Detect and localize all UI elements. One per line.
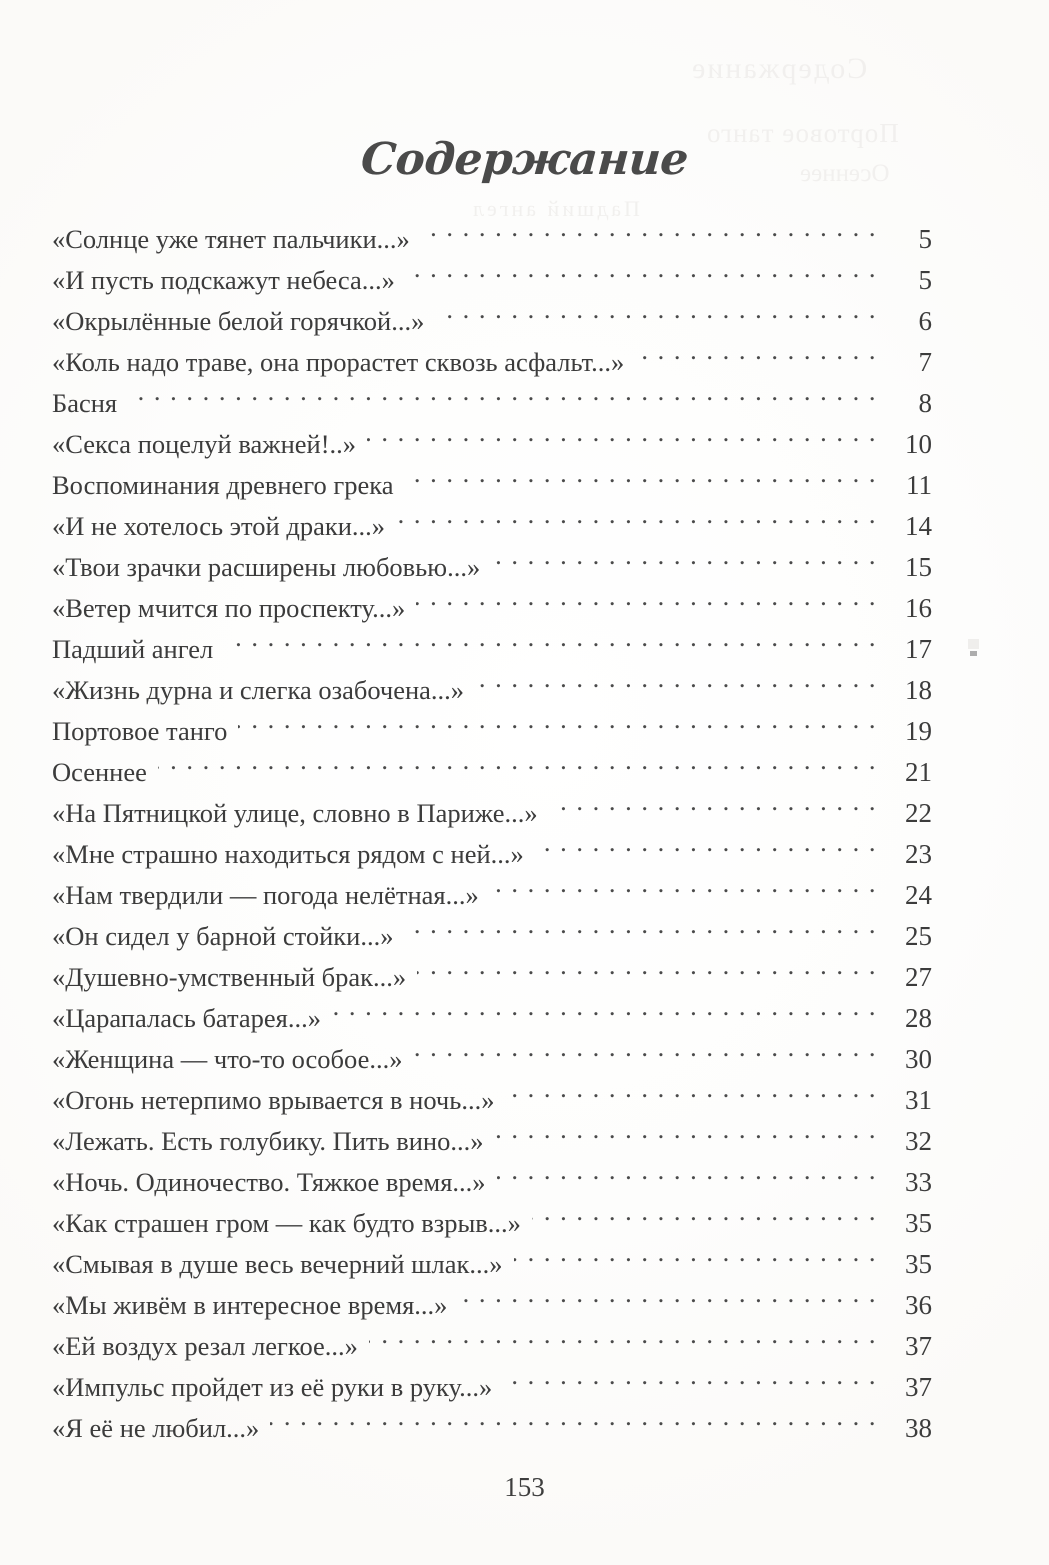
toc-entry[interactable] <box>52 957 932 998</box>
toc-entry-page-number: 32 <box>905 1126 932 1156</box>
toc-entry[interactable] <box>52 793 932 834</box>
toc-dot-leader <box>458 1288 877 1315</box>
toc-entry[interactable] <box>52 342 932 383</box>
toc-entry[interactable] <box>52 629 932 670</box>
toc-entry[interactable] <box>52 834 932 875</box>
table-of-contents-list <box>52 219 932 1449</box>
toc-entry-page-number: 19 <box>905 716 932 746</box>
toc-entry-title: «Нам твердили — погода нелётная...» <box>52 880 479 910</box>
toc-entry[interactable] <box>52 670 932 711</box>
toc-entry-title: «Ветер мчится по проспекту...» <box>52 593 406 623</box>
toc-entry-page-number: 7 <box>918 347 932 377</box>
toc-entry-title: «Душевно-умственный брак...» <box>52 962 407 992</box>
toc-entry-page-number: 37 <box>905 1372 932 1402</box>
toc-dot-leader <box>416 591 877 618</box>
toc-entry-title: «Жизнь дурна и слегка озабочена...» <box>52 675 465 705</box>
toc-entry-page-number: 30 <box>905 1044 932 1074</box>
toc-entry-page-number: 38 <box>905 1413 932 1443</box>
toc-entry-title: «Солнце уже тянет пальчики...» <box>52 224 410 254</box>
toc-dot-leader <box>369 1329 877 1356</box>
toc-entry-page-number: 22 <box>905 798 932 828</box>
toc-dot-leader <box>535 837 877 864</box>
toc-entry[interactable] <box>52 1039 932 1080</box>
toc-entry-title: «Секса поцелуй важней!..» <box>52 429 357 459</box>
toc-dot-leader <box>238 714 877 741</box>
toc-entry[interactable] <box>52 1080 932 1121</box>
toc-entry-page-number: 18 <box>905 675 932 705</box>
toc-entry[interactable] <box>52 711 932 752</box>
toc-entry-title: «И пусть подскажут небеса...» <box>52 265 395 295</box>
toc-entry-page-number: 14 <box>905 511 932 541</box>
toc-entry[interactable] <box>52 1408 932 1449</box>
toc-entry-title: «Импульс пройдет из её руки в руку...» <box>52 1372 493 1402</box>
toc-entry-page-number: 23 <box>905 839 932 869</box>
toc-entry[interactable] <box>52 1203 932 1244</box>
toc-dot-leader <box>406 263 877 290</box>
toc-entry-title: «Я её не любил...» <box>52 1413 260 1443</box>
toc-entry-page-number: 31 <box>905 1085 932 1115</box>
toc-entry-page-number: 33 <box>905 1167 932 1197</box>
toc-entry-title: Басня <box>52 388 118 418</box>
bleed-through-line-1: Содержание <box>690 52 868 85</box>
toc-entry-title: Осеннее <box>52 757 147 787</box>
toc-entry[interactable] <box>52 219 932 260</box>
toc-entry-page-number: 11 <box>906 470 932 500</box>
toc-dot-leader <box>396 509 877 536</box>
toc-dot-leader <box>404 919 877 946</box>
toc-entry[interactable] <box>52 1367 932 1408</box>
toc-entry-page-number: 8 <box>918 388 932 418</box>
toc-dot-leader <box>413 1042 877 1069</box>
toc-entry-title: «И не хотелось этой драки...» <box>52 511 386 541</box>
toc-dot-leader <box>158 755 877 782</box>
toc-entry[interactable] <box>52 260 932 301</box>
toc-entry-page-number: 15 <box>905 552 932 582</box>
toc-dot-leader <box>475 673 877 700</box>
toc-entry-page-number: 10 <box>905 429 932 459</box>
toc-entry[interactable] <box>52 383 932 424</box>
toc-entry[interactable] <box>52 506 932 547</box>
toc-entry[interactable] <box>52 1244 932 1285</box>
scan-artifact-speck <box>970 651 977 656</box>
bleed-through-line-2: Портовое танго <box>706 118 899 148</box>
toc-dot-leader <box>332 1001 877 1028</box>
toc-entry-title: «Он сидел у барной стойки...» <box>52 921 394 951</box>
toc-entry-page-number: 5 <box>918 265 932 295</box>
toc-dot-leader <box>405 468 878 495</box>
toc-entry[interactable] <box>52 1162 932 1203</box>
toc-dot-leader <box>494 1124 877 1151</box>
toc-entry-title: «Ночь. Одиночество. Тяжкое время...» <box>52 1167 486 1197</box>
toc-entry[interactable] <box>52 916 932 957</box>
toc-dot-leader <box>505 1083 877 1110</box>
toc-entry-title: Воспоминания древнего грека <box>52 470 394 500</box>
toc-dot-leader <box>635 345 877 372</box>
toc-dot-leader <box>270 1411 877 1438</box>
toc-entry[interactable] <box>52 547 932 588</box>
toc-entry-title: «Царапалась батарея...» <box>52 1003 321 1033</box>
toc-entry-page-number: 37 <box>905 1331 932 1361</box>
toc-dot-leader <box>491 550 877 577</box>
toc-entry-page-number: 25 <box>905 921 932 951</box>
toc-dot-leader <box>532 1206 877 1233</box>
bleed-through-line-3: Осеннее <box>800 160 890 187</box>
toc-entry-title: «Ей воздух резал легкое...» <box>52 1331 358 1361</box>
toc-entry-title: «Мы живём в интересное время...» <box>52 1290 448 1320</box>
page-folio-number: 153 <box>504 1472 545 1502</box>
toc-entry[interactable] <box>52 465 932 506</box>
toc-entry[interactable] <box>52 998 932 1039</box>
toc-entry-page-number: 35 <box>905 1208 932 1238</box>
toc-entry-title: «На Пятницкой улице, словно в Париже...» <box>52 798 538 828</box>
toc-dot-leader <box>490 878 877 905</box>
toc-dot-leader <box>549 796 877 823</box>
toc-entry-title: Портовое танго <box>52 716 228 746</box>
toc-entry-page-number: 17 <box>905 634 932 664</box>
toc-entry[interactable] <box>52 1121 932 1162</box>
toc-entry[interactable] <box>52 301 932 342</box>
toc-entry[interactable] <box>52 1326 932 1367</box>
toc-entry-title: «Коль надо траве, она прорастет сквозь асфальт...» <box>52 347 625 377</box>
toc-entry[interactable] <box>52 752 932 793</box>
toc-entry-title: «Мне страшно находиться рядом с ней...» <box>52 839 524 869</box>
toc-dot-leader <box>224 632 877 659</box>
toc-dot-leader <box>367 427 877 454</box>
toc-entry-page-number: 24 <box>905 880 932 910</box>
toc-dot-leader <box>503 1370 877 1397</box>
toc-entry-page-number: 27 <box>905 962 932 992</box>
toc-entry-page-number: 16 <box>905 593 932 623</box>
toc-entry[interactable] <box>52 1285 932 1326</box>
toc-dot-leader <box>497 1165 877 1192</box>
toc-entry-title: «Смывая в душе весь вечерний шлак...» <box>52 1249 503 1279</box>
toc-entry-page-number: 21 <box>905 757 932 787</box>
toc-dot-leader <box>417 960 877 987</box>
toc-entry-title: «Лежать. Есть голубику. Пить вино...» <box>52 1126 484 1156</box>
toc-entry-page-number: 35 <box>905 1249 932 1279</box>
toc-entry-title: «Огонь нетерпимо врывается в ночь...» <box>52 1085 495 1115</box>
toc-entry[interactable] <box>52 424 932 465</box>
toc-entry-page-number: 6 <box>918 306 932 336</box>
scan-artifact-halo <box>968 639 979 649</box>
toc-dot-leader <box>514 1247 877 1274</box>
bleed-through-line-4: Падший ангел <box>470 196 640 221</box>
toc-entry[interactable] <box>52 875 932 916</box>
toc-entry-title: «Женщина — что-то особое...» <box>52 1044 403 1074</box>
toc-entry-page-number: 5 <box>918 224 932 254</box>
toc-dot-leader <box>421 222 877 249</box>
toc-entry-page-number: 36 <box>905 1290 932 1320</box>
toc-entry-title: «Твои зрачки расширены любовью...» <box>52 552 481 582</box>
toc-entry-title: «Окрылённые белой горячкой...» <box>52 306 425 336</box>
toc-dot-leader <box>128 386 877 413</box>
toc-entry-title: Падший ангел <box>52 634 214 664</box>
toc-dot-leader <box>435 304 877 331</box>
page-title: Содержание <box>359 134 690 185</box>
toc-entry[interactable] <box>52 588 932 629</box>
toc-entry-page-number: 28 <box>905 1003 932 1033</box>
toc-entry-title: «Как страшен гром — как будто взрыв...» <box>52 1208 521 1238</box>
